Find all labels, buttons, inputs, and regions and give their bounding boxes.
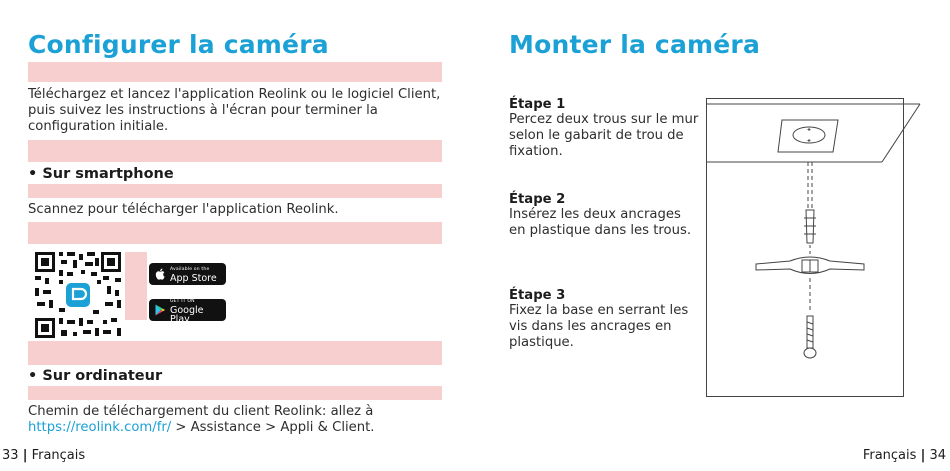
step-2 [509, 192, 694, 239]
computer-text: Chemin de téléchargement du client Reolink: allez à [28, 404, 374, 419]
mounting-diagram [706, 98, 922, 398]
highlight-band [28, 184, 442, 198]
app-store-small-label: Available on the [170, 267, 210, 272]
highlight-band [125, 252, 147, 320]
computer-instructions [28, 404, 458, 436]
highlight-band [28, 341, 442, 365]
reolink-download-link[interactable]: https://reolink.com/fr/ [28, 420, 172, 435]
computer-heading: • Sur ordinateur [28, 368, 163, 384]
drill-template-icon [778, 120, 838, 152]
computer-path: > Assistance > Appli & Client. [171, 420, 375, 435]
right-page-number: 34 [929, 448, 946, 463]
highlight-band [28, 140, 442, 162]
step-label: Étape 1 [509, 97, 566, 112]
step-3 [509, 288, 694, 351]
google-play-small-label: GET IT ON [169, 298, 195, 304]
step-text: Fixez la base en serrant les vis dans les ancrages en plastique. [509, 303, 689, 350]
app-store-label: App Store [170, 273, 217, 284]
apple-icon [155, 268, 165, 280]
qr-code[interactable] [33, 250, 123, 340]
left-page-footer: 33 | Français [2, 448, 86, 463]
right-page-footer: Français | 34 [862, 448, 946, 463]
setup-intro-text: Téléchargez et lancez l'application Reolink ou le logiciel Client, puis suivez les instructions à l'écran pour terminer la configuration initiale. [28, 87, 441, 134]
step-label: Étape 2 [509, 192, 566, 207]
screw-icon [807, 316, 813, 348]
highlight-band [28, 62, 442, 82]
right-page-language: Français [862, 448, 917, 463]
google-play-label: Google Play [169, 304, 204, 325]
left-page-language: Français [31, 448, 86, 463]
smartphone-heading: • Sur smartphone [28, 166, 174, 182]
step-text: Insérez les deux ancrages en plastique dans les trous. [509, 207, 692, 238]
step-text: Percez deux trous sur le mur selon le gabarit de trou de fixation. [509, 112, 699, 159]
highlight-band [28, 222, 442, 244]
google-play-icon [155, 304, 165, 316]
google-play-button[interactable] [149, 298, 226, 325]
app-store-button[interactable] [149, 263, 226, 285]
step-label: Étape 3 [509, 288, 566, 303]
highlight-band [28, 386, 442, 400]
step-1 [509, 97, 704, 160]
right-page-title: Monter la caméra [509, 30, 761, 59]
left-page-number: 33 [2, 448, 19, 463]
left-page-title: Configurer la caméra [28, 30, 329, 59]
smartphone-text: Scannez pour télécharger l'application Reolink. [28, 202, 339, 217]
